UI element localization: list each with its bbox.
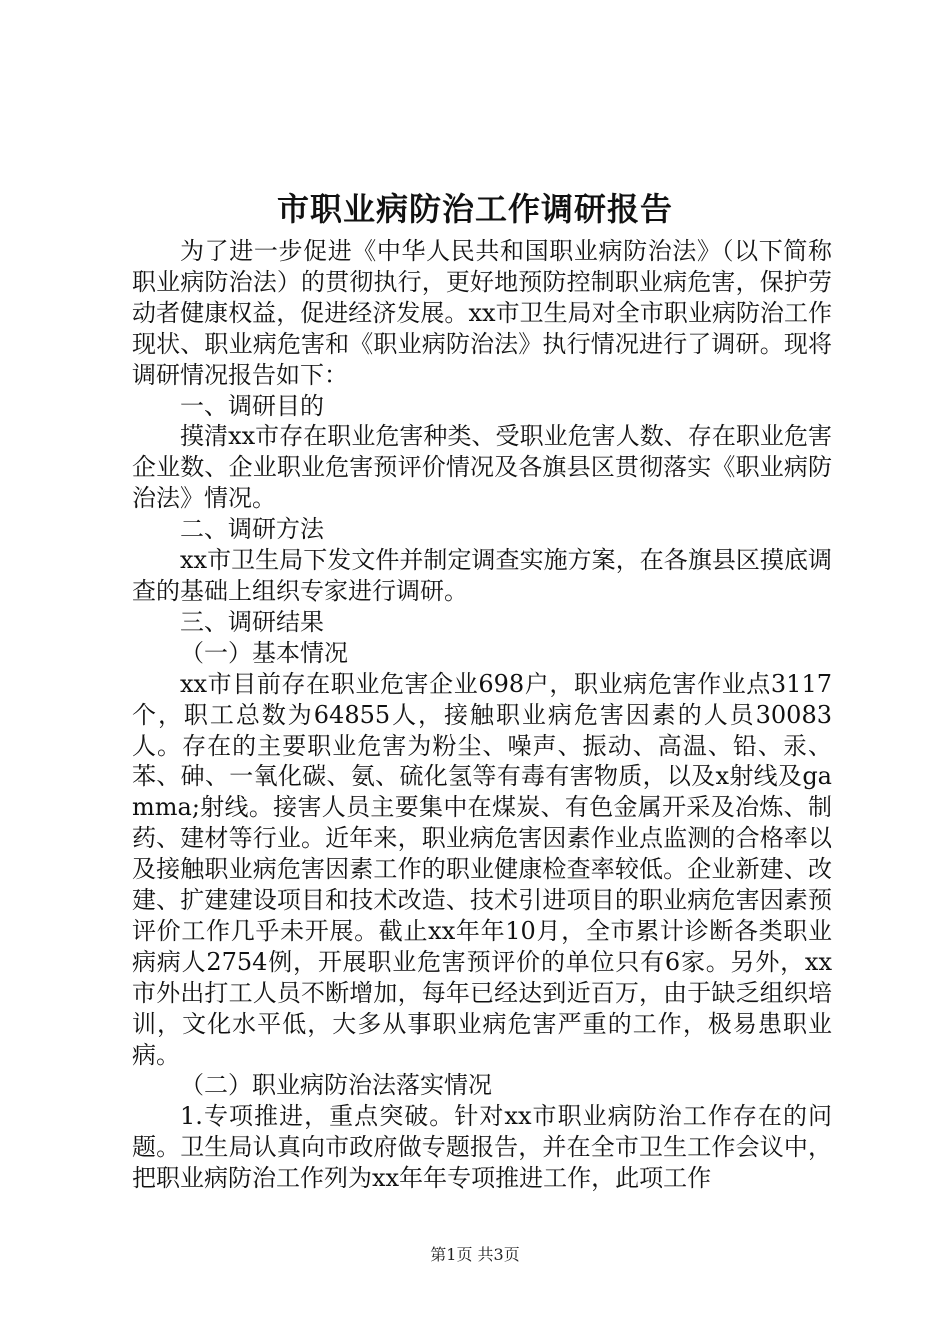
method-paragraph: xx市卫生局下发文件并制定调查实施方案，在各旗县区摸底调查的基础上组织专家进行调研。 — [132, 546, 832, 605]
section-heading-purpose: 一、调研目的 — [180, 391, 324, 420]
basic-situation-paragraph: xx市目前存在职业危害企业698户，职业病危害作业点3117个，职工总数为64855人，接触职业病危害因素的人员30083人。存在的主要职业危害为粉尘、噪声、振动、高温、铅、汞、苯、砷、一氧化碳、氨、硫化氢等有毒有害物质，以及x射线及gamma;射线。接害人员主要集中在煤炭、有色金属开采及冶炼、制药、建材等行业。近年来，职业病危害因素作业点监测的合格率以及接触职业病危害因素工作的职业健康检查率较低。企业新建、改建、扩建建设项目和技术改造、技术引进项目的职业病危害因素预评价工作几乎未开展。截止xx年年10月，全市累计诊断各类职业病病人2754例，开展职业危害预评价的单位只有6家。另外，xx市外出打工人员不断增加，每年已经达到近百万，由于缺乏组织培训，文化水平低，大多从事职业病危害严重的工作，极易患职业病。 — [132, 669, 832, 1069]
page-footer: 第1页 共3页 — [430, 1245, 520, 1264]
subsection-heading-basic: （一）基本情况 — [180, 638, 348, 667]
purpose-paragraph: 摸清xx市存在职业危害种类、受职业危害人数、存在职业危害企业数、企业职业危害预评价情况及各旗县区贯彻落实《职业病防治法》情况。 — [132, 422, 832, 513]
implementation-paragraph: 1.专项推进，重点突破。针对xx市职业病防治工作存在的问题。卫生局认真向市政府做专题报告，并在全市卫生工作会议中，把职业病防治工作列为xx年年专项推进工作，此项工作 — [132, 1102, 832, 1193]
document-title: 市职业病防治工作调研报告 — [276, 190, 673, 228]
subsection-heading-implementation: （二）职业病防治法落实情况 — [180, 1071, 492, 1100]
section-heading-results: 三、调研结果 — [180, 607, 324, 636]
section-heading-method: 二、调研方法 — [180, 515, 324, 544]
intro-paragraph: 为了进一步促进《中华人民共和国职业病防治法》（以下简称职业病防治法）的贯彻执行，更好地预防控制职业病危害，保护劳动者健康权益，促进经济发展。xx市卫生局对全市职业病防治工作现状、职业病危害和《职业病防治法》执行情况进行了调研。现将调研情况报告如下： — [132, 237, 832, 389]
document-body — [132, 236, 832, 1194]
